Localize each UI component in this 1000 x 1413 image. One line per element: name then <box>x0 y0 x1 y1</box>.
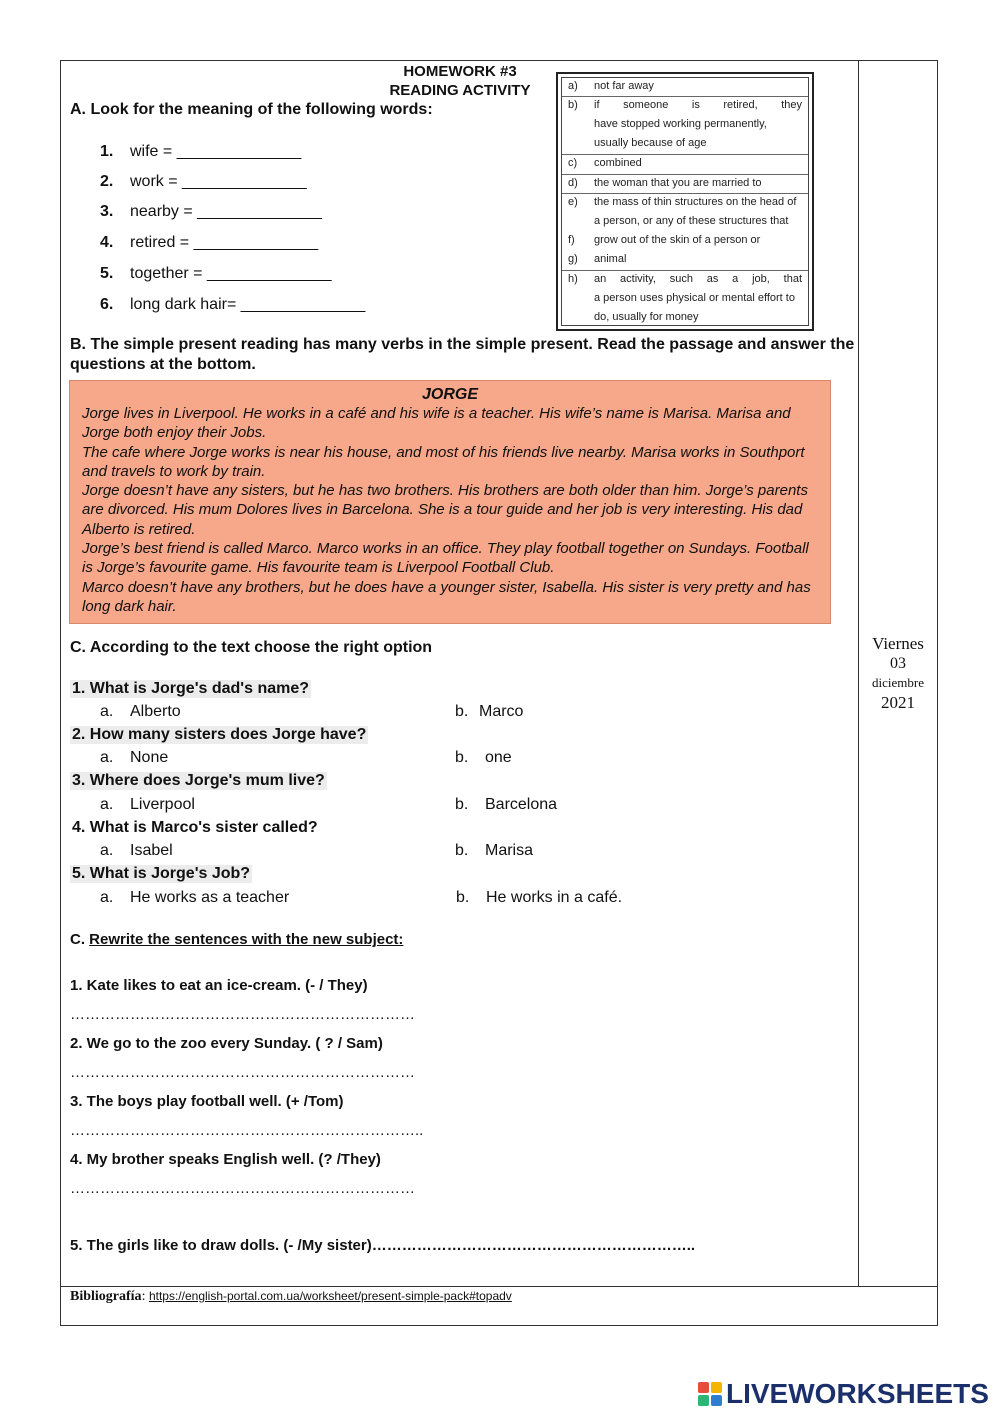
option-2b[interactable]: b. one <box>455 749 512 766</box>
date-column-divider <box>858 60 859 1286</box>
title-line-1: HOMEWORK #3 <box>403 63 517 80</box>
question-4: 4. What is Marco's sister called? <box>72 819 318 836</box>
rewrite-item-4: 4. My brother speaks English well. (? /They) <box>70 1151 381 1168</box>
date-day: 03 <box>890 655 906 672</box>
rewrite-answer-3[interactable]: …………………………………………………………….. <box>70 1122 424 1139</box>
option-3b[interactable]: b. Barcelona <box>455 796 558 813</box>
question-1: 1. What is Jorge's dad's name? <box>72 680 310 697</box>
logo-squares-icon <box>698 1382 722 1406</box>
vocab-item-6[interactable] <box>100 296 365 314</box>
logo-wordmark: LIVEWORKSHEETS <box>726 1378 989 1409</box>
vocab-text: long dark hair= ______________ <box>130 296 366 313</box>
question-5: 5. What is Jorge's Job? <box>72 865 251 882</box>
definition-h: h) an activity, such as a job, that a person uses physical or mental effort to do, usually for money <box>568 273 802 323</box>
story-paragraph-4: Jorge’s best friend is called Marco. Marco works in an office. They play football together on Sundays. Football is Jorge’s favourite game. His favourite team is Liverpool Football Club. <box>82 540 809 577</box>
vocab-num: 5. <box>100 265 114 282</box>
story-paragraph-3: Jorge doesn’t have any sisters, but he has two brothers. His brothers are both older than him. Jorge’s parents are divorced. His mum Dolores lives in Barcelona. She is a tour guide and her job is very interesting. His dad Alberto is retired. <box>82 482 808 538</box>
vocab-num: 4. <box>100 234 114 251</box>
question-3: 3. Where does Jorge's mum live? <box>72 772 325 789</box>
question-2: 2. How many sisters does Jorge have? <box>72 726 367 743</box>
vocab-text: retired = ______________ <box>130 234 319 251</box>
definitions-table <box>556 72 814 331</box>
date-year: 2021 <box>881 693 915 712</box>
date-block <box>862 633 934 713</box>
definition-e-f-g: e) the mass of thin structures on the head of a person, or any of these structures that f) grow out of the skin of a person or g) animal <box>562 193 808 271</box>
rewrite-heading-text: Rewrite the sentences with the new subject: <box>89 931 404 948</box>
definition-b: if someone is retired, they b) have stopped working permanently, usually because of age <box>562 96 808 155</box>
vocab-item-1[interactable] <box>100 143 301 161</box>
vocab-text: nearby = ______________ <box>130 203 322 220</box>
rewrite-item-3: 3. The boys play football well. (+ /Tom) <box>70 1093 344 1110</box>
worksheet-title <box>330 62 590 100</box>
section-c-rewrite-heading: C. Rewrite the sentences with the new subject: <box>70 931 404 948</box>
rewrite-item-5[interactable]: 5. The girls like to draw dolls. (- /My sister)……………………………………………………….. <box>70 1237 696 1254</box>
vocab-text: work = ______________ <box>130 173 307 190</box>
vocab-text: wife = ______________ <box>130 143 302 160</box>
liveworksheets-logo <box>698 1379 989 1409</box>
rewrite-answer-2[interactable]: …………………………………………………………… <box>70 1064 415 1081</box>
option-5a[interactable]: a. He works as a teacher <box>100 889 290 906</box>
logo-square <box>698 1382 709 1393</box>
section-a-heading: A. Look for the meaning of the following words: <box>70 101 433 118</box>
rewrite-item-1: 1. Kate likes to eat an ice-cream. (- / They) <box>70 977 368 994</box>
story-paragraph-2: The cafe where Jorge works is near his house, and most of his friends live nearby. Marisa works in Southport and travels to work by train. <box>82 443 805 480</box>
logo-square <box>698 1395 709 1406</box>
vocab-item-4[interactable] <box>100 234 318 252</box>
title-line-2: READING ACTIVITY <box>389 82 531 99</box>
story-title: JORGE <box>421 386 478 403</box>
date-month: diciembre <box>872 675 924 690</box>
rewrite-answer-4[interactable]: …………………………………………………………… <box>70 1180 415 1197</box>
vocab-text: together = ______________ <box>130 265 332 282</box>
date-weekday: Viernes <box>872 634 924 653</box>
vocab-num: 6. <box>100 296 114 313</box>
section-c-choose-heading: C. According to the text choose the right option <box>70 639 433 656</box>
definition-a: a) not far away <box>562 78 808 97</box>
option-4a[interactable]: a. Isabel <box>100 842 173 859</box>
bibliography-label: Bibliografía <box>70 1289 142 1304</box>
vocab-item-2[interactable] <box>100 173 307 191</box>
option-1a[interactable]: a. Alberto <box>100 703 181 720</box>
definition-c: c) combined <box>562 154 808 175</box>
vocab-num: 1. <box>100 143 114 160</box>
logo-square <box>711 1382 722 1393</box>
vocab-item-3[interactable] <box>100 203 322 221</box>
option-1b[interactable]: b. Marco <box>455 703 524 720</box>
rewrite-answer-1[interactable]: …………………………………………………………… <box>70 1006 415 1023</box>
story-paragraph-5: Marco doesn’t have any brothers, but he does have a younger sister, Isabella. His sister is very pretty and has long dark hair. <box>82 578 811 615</box>
vocab-num: 3. <box>100 203 114 220</box>
option-3a[interactable]: a. Liverpool <box>100 796 195 813</box>
bibliography-link[interactable]: https://english-portal.com.ua/worksheet/present-simple-pack#topadv <box>148 1289 512 1303</box>
option-2a[interactable]: a. None <box>100 749 169 766</box>
option-5b[interactable]: b. He works in a café. <box>456 889 623 906</box>
story-box <box>69 380 831 624</box>
section-b-heading: B. The simple present reading has many verbs in the simple present. Read the passage and answer the questions at the bottom. <box>70 336 855 373</box>
bibliography-divider <box>60 1286 938 1287</box>
definition-d: d) the woman that you are married to <box>562 174 808 194</box>
option-4b[interactable]: b. Marisa <box>455 842 534 859</box>
vocab-item-5[interactable] <box>100 265 332 283</box>
story-paragraph-1: Jorge lives in Liverpool. He works in a café and his wife is a teacher. His wife’s name is Marisa. Marisa and Jorge both enjoy their Jobs. <box>82 405 791 442</box>
vocab-num: 2. <box>100 173 114 190</box>
bibliography: Bibliografía: https://english-portal.com.ua/worksheet/present-simple-pack#topadv <box>70 1289 512 1304</box>
logo-square <box>711 1395 722 1406</box>
rewrite-item-2: 2. We go to the zoo every Sunday. ( ? / Sam) <box>70 1035 383 1052</box>
